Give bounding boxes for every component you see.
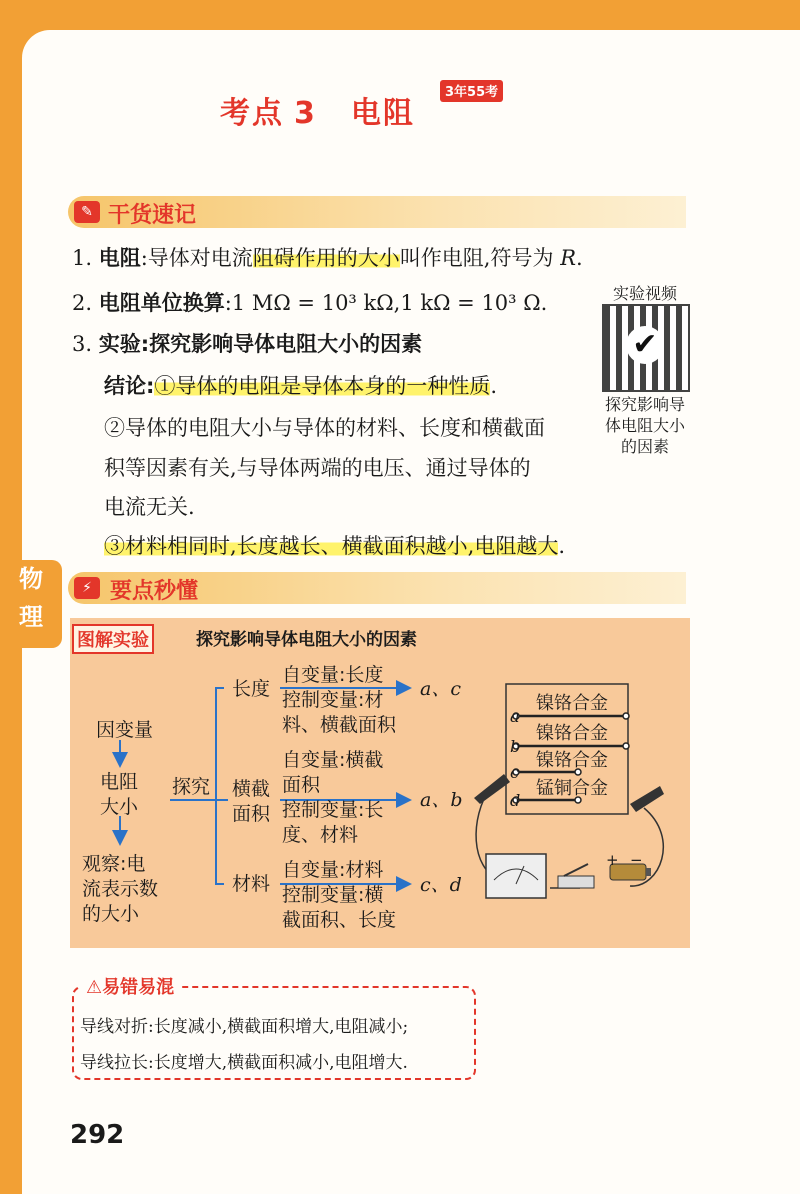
factor-material: 材料 [232,873,271,895]
factor-length: 长度 [232,678,271,700]
wire-a-label: 镍铬合金 [536,693,608,714]
conclusion-2-line-1: ②导体的电阻大小与导体的材料、长度和横截面 [104,416,545,440]
branch-bracket [216,688,224,884]
conclusion-1: 结论:①导体的电阻是导体本身的一种性质. [104,374,498,398]
conclusion-3: ③材料相同时,长度越长、横截面积越小,电阻越大. [104,534,566,558]
note-item-1: 1. 电阻:导体对电流阻碍作用的大小叫作电阻,符号为 R. [72,246,583,270]
wire-tag-b: b [510,737,521,756]
check-icon: ✔ [626,326,664,364]
length-variables: 自变量:长度 控制变量:材 料、横截面积 [282,664,397,736]
clip-right [630,786,664,812]
wire-b-label: 镍铬合金 [536,723,608,744]
factor-area: 横截 面积 [232,778,271,825]
clip-left [474,774,510,804]
wire-d-label: 锰铜合金 [536,778,608,799]
video-label: 实验视频 [612,284,677,303]
subject-tab: 物 理 [0,560,62,648]
page-number: 292 [70,1120,125,1150]
warning-icon: ⚠ [86,977,103,998]
conclusion-2-line-3: 电流无关. [104,495,195,519]
wire-tag-d: d [510,791,521,810]
dependent-variable: 因变量 [96,719,154,741]
video-caption: 探究影响导 体电阻大小 的因素 [604,395,685,456]
note-item-3: 3. 实验:探究影响导体电阻大小的因素 [72,332,423,356]
mistake-line-1: 导线对折:长度减小,横截面积增大,电阻减小; [80,1017,409,1037]
wire-c-label: 镍铬合金 [536,750,608,771]
material-variables: 自变量:材料 控制变量:横 截面积、长度 [282,859,397,931]
area-variables: 自变量:横截 面积 控制变量:长 度、材料 [282,749,384,846]
exam-frequency-badge: 3年55考 [440,80,503,102]
resistance-size: 电阻 大小 [100,771,139,818]
wire-tag-c: c [510,763,519,782]
diagram-title: 探究影响导体电阻大小的因素 [196,630,417,650]
conclusion-2-line-2: 积等因素有关,与导体两端的电压、通过导体的 [104,456,531,480]
battery-plus: + [606,851,619,869]
length-result: a、c [420,678,461,700]
quick-notes-heading: 干货速记 [108,203,197,228]
lightning-icon: ⚡ [74,577,100,599]
page-title: 考点 3 电阻 [220,96,415,131]
area-result: a、b [420,789,463,811]
battery-minus: − [630,851,643,869]
switch-icon [558,876,594,888]
ammeter-icon [486,854,546,898]
notebook-icon: ✎ [74,201,100,223]
explore-label: 探究 [172,776,211,798]
key-points-heading: 要点秒懂 [110,579,199,604]
mistake-line-2: 导线拉长:长度增大,横截面积减小,电阻增大. [80,1053,408,1073]
wire-tag-a: a [510,707,520,726]
note-item-2: 2. 电阻单位换算:1 MΩ = 10³ kΩ,1 kΩ = 10³ Ω. [72,291,548,315]
diagram-tag: 图解实验 [72,624,154,654]
common-mistakes-heading: ⚠易错易混 [80,973,180,999]
observation: 观察:电 流表示数 的大小 [82,853,159,925]
material-result: c、d [420,874,462,896]
